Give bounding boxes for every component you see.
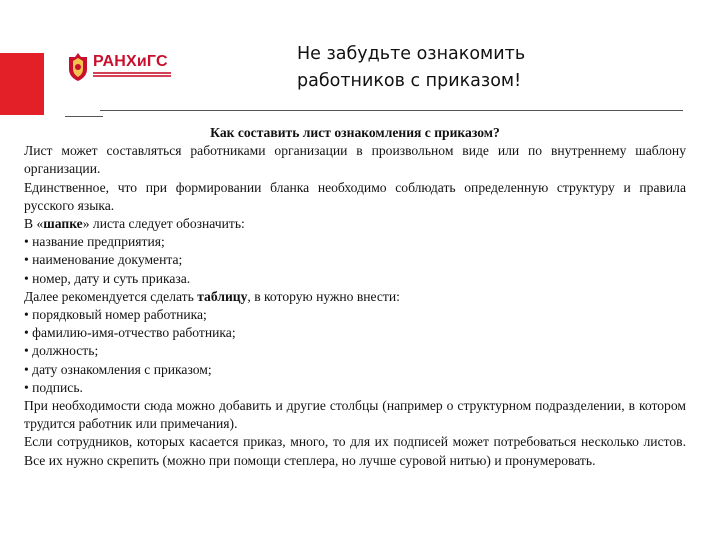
slide-title [297,41,597,95]
paragraph-3: В «шапке» листа следует обозначить: [24,216,245,232]
list-item: • дату ознакомления с приказом; [24,361,212,377]
content-heading: Как составить лист ознакомления с приказом? [210,125,500,140]
ranepa-emblem-icon [66,52,90,82]
list-item: • название предприятия; [24,234,165,250]
logo-text: РАНХиГС [93,53,168,70]
title-line-2: работников с приказом! [297,71,522,91]
list-item: • порядковый номер работника; [24,307,207,323]
title-divider [100,110,683,111]
red-accent-bar [0,53,44,115]
list-item: • должность; [24,343,99,359]
logo-subtitle-lines [93,72,171,79]
list-item: • подпись. [24,379,83,395]
bold-term-table: таблицу [197,288,248,304]
paragraph-1: Лист может составляться работниками организации в произвольном виде или по внутреннему шаблону организации. [24,143,686,177]
slide-content [24,124,686,470]
list-item: • фамилию-имя-отчество работника; [24,325,236,341]
paragraph-6: Если сотрудников, которых касается приказ, много, то для их подписей может потребоваться несколько листов. Все их нужно скрепить (можно при помощи степлера, но лучше суровой нитью) и пронумеровать. [24,434,686,468]
paragraph-5: При необходимости сюда можно добавить и другие столбцы (например о структурном подразделении, в котором трудится работник или примечания). [24,398,686,432]
list-item: • номер, дату и суть приказа. [24,270,191,286]
bold-term-header: шапке [43,216,83,232]
title-line-1: Не забудьте ознакомить [297,44,526,64]
ranepa-logo [66,52,176,82]
list-item: • наименование документа; [24,252,183,268]
paragraph-4: Далее рекомендуется сделать таблицу, в которую нужно внести: [24,288,400,304]
paragraph-2: Единственное, что при формировании бланка необходимо соблюдать определенную структуру и правила русского языка. [24,179,686,213]
title-divider-accent [65,116,103,117]
